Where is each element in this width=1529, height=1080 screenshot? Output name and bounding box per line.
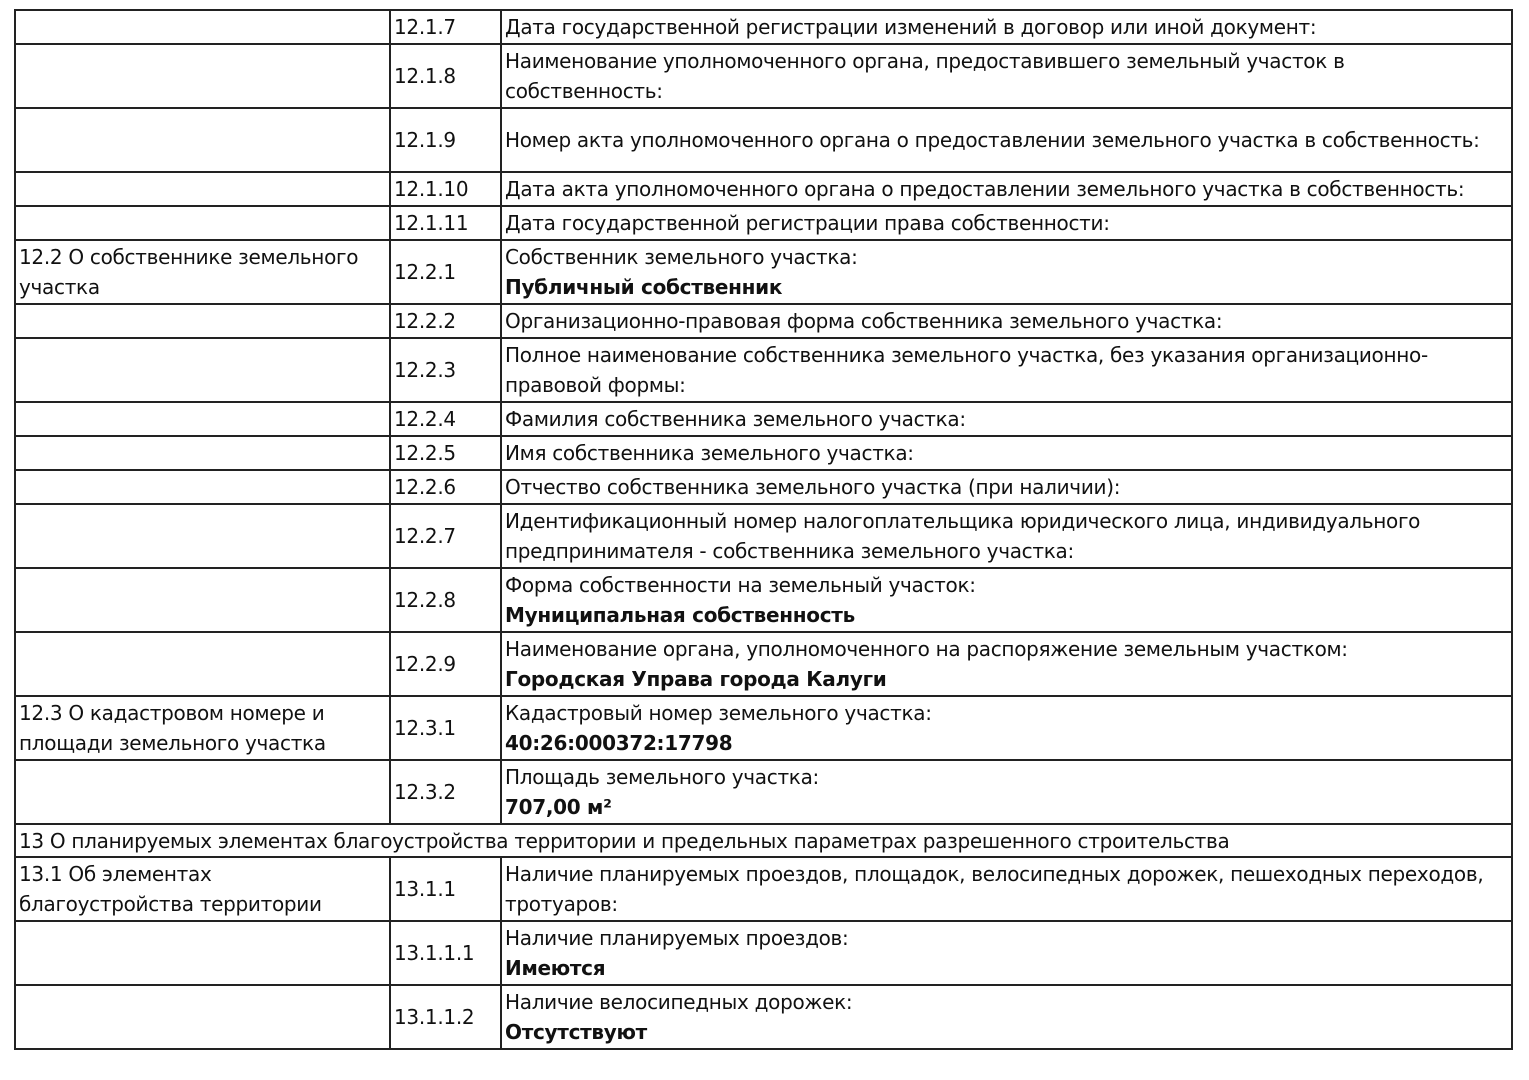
code-cell: 12.2.5: [390, 436, 501, 470]
table-row: [15, 206, 1512, 240]
table-row: [15, 338, 1512, 402]
table-row: [15, 696, 1512, 760]
field-cell: [501, 402, 1512, 436]
section-cell: [15, 10, 390, 44]
code-cell: 12.2.8: [390, 568, 501, 632]
field-label: Площадь земельного участка:: [505, 765, 819, 789]
field-label: Идентификационный номер налогоплательщика юридического лица, индивидуального предпринимателя - собственника земельного участка:: [505, 509, 1421, 563]
section-cell: [15, 632, 390, 696]
section-cell: [15, 985, 390, 1049]
field-label: Наименование уполномоченного органа, предоставившего земельный участок в собственность:: [505, 49, 1345, 103]
section-cell: [15, 172, 390, 206]
section-cell: [15, 921, 390, 985]
table-row: [15, 436, 1512, 470]
section-cell: [15, 470, 390, 504]
code-cell: 12.2.1: [390, 240, 501, 304]
code-cell: 13.1.1.2: [390, 985, 501, 1049]
field-value: Отсутствуют: [505, 1020, 647, 1044]
section-cell: [15, 760, 390, 824]
code-cell: 12.1.11: [390, 206, 501, 240]
field-cell: [501, 632, 1512, 696]
table-row: [15, 857, 1512, 921]
field-value: 40:26:000372:17798: [505, 731, 733, 755]
table-row: [15, 402, 1512, 436]
section-cell: [15, 402, 390, 436]
field-label: Кадастровый номер земельного участка:: [505, 701, 932, 725]
field-cell: [501, 436, 1512, 470]
field-label: Организационно-правовая форма собственника земельного участка:: [505, 309, 1223, 333]
table-row: [15, 108, 1512, 172]
code-cell: 12.2.6: [390, 470, 501, 504]
field-cell: [501, 108, 1512, 172]
field-label: Наименование органа, уполномоченного на распоряжение земельным участком:: [505, 637, 1348, 661]
table-row: [15, 921, 1512, 985]
field-cell: [501, 10, 1512, 44]
code-cell: 12.2.9: [390, 632, 501, 696]
section-cell: [15, 44, 390, 108]
section-cell: 13.1 Об элементах благоустройства территории: [15, 857, 390, 921]
field-label: Полное наименование собственника земельного участка, без указания организационно-правовой формы:: [505, 343, 1428, 397]
section-cell: [15, 436, 390, 470]
section-cell: [15, 568, 390, 632]
field-label: Собственник земельного участка:: [505, 245, 858, 269]
table-row: [15, 760, 1512, 824]
field-label: Наличие планируемых проездов:: [505, 926, 849, 950]
table-row: [15, 172, 1512, 206]
code-cell: 12.3.2: [390, 760, 501, 824]
field-value: Публичный собственник: [505, 275, 783, 299]
field-cell: [501, 470, 1512, 504]
section-cell: [15, 338, 390, 402]
field-cell: [501, 857, 1512, 921]
field-label: Имя собственника земельного участка:: [505, 441, 914, 465]
land-info-table: [14, 9, 1513, 1050]
table-row: [15, 44, 1512, 108]
code-cell: 12.1.7: [390, 10, 501, 44]
field-value: Городская Управа города Калуги: [505, 667, 887, 691]
table-row: [15, 985, 1512, 1049]
field-cell: [501, 338, 1512, 402]
code-cell: 12.1.10: [390, 172, 501, 206]
code-cell: 13.1.1: [390, 857, 501, 921]
field-cell: [501, 568, 1512, 632]
table-row: [15, 568, 1512, 632]
field-cell: [501, 240, 1512, 304]
section-cell: [15, 504, 390, 568]
field-cell: [501, 921, 1512, 985]
section-cell: [15, 108, 390, 172]
section-cell: [15, 206, 390, 240]
field-label: Отчество собственника земельного участка (при наличии):: [505, 475, 1121, 499]
code-cell: 12.2.7: [390, 504, 501, 568]
field-cell: [501, 985, 1512, 1049]
table-row: [15, 504, 1512, 568]
code-cell: 12.1.9: [390, 108, 501, 172]
field-label: Форма собственности на земельный участок:: [505, 573, 976, 597]
field-cell: [501, 304, 1512, 338]
code-cell: 12.2.2: [390, 304, 501, 338]
table-row: [15, 304, 1512, 338]
field-value: 707,00 м²: [505, 795, 612, 819]
table-row: [15, 824, 1512, 857]
section-cell: 12.2 О собственнике земельного участка: [15, 240, 390, 304]
table-row: [15, 632, 1512, 696]
code-cell: 13.1.1.1: [390, 921, 501, 985]
section-heading: 13 О планируемых элементах благоустройства территории и предельных параметрах разрешенного строительства: [15, 824, 1512, 857]
field-value: Имеются: [505, 956, 606, 980]
section-cell: [15, 304, 390, 338]
field-cell: [501, 696, 1512, 760]
field-label: Наличие велосипедных дорожек:: [505, 990, 853, 1014]
field-cell: [501, 760, 1512, 824]
code-cell: 12.2.3: [390, 338, 501, 402]
field-cell: [501, 172, 1512, 206]
table-row: [15, 240, 1512, 304]
field-cell: [501, 206, 1512, 240]
code-cell: 12.1.8: [390, 44, 501, 108]
field-label: Номер акта уполномоченного органа о предоставлении земельного участка в собственность:: [505, 128, 1480, 152]
field-cell: [501, 44, 1512, 108]
field-label: Дата государственной регистрации изменений в договор или иной документ:: [505, 15, 1317, 39]
field-label: Фамилия собственника земельного участка:: [505, 407, 966, 431]
field-value: Муниципальная собственность: [505, 603, 855, 627]
field-label: Наличие планируемых проездов, площадок, велосипедных дорожек, пешеходных переходов, тротуаров:: [505, 862, 1484, 916]
table-row: [15, 10, 1512, 44]
field-label: Дата акта уполномоченного органа о предоставлении земельного участка в собственность:: [505, 177, 1465, 201]
field-label: Дата государственной регистрации права собственности:: [505, 211, 1110, 235]
table-row: [15, 470, 1512, 504]
code-cell: 12.3.1: [390, 696, 501, 760]
code-cell: 12.2.4: [390, 402, 501, 436]
section-cell: 12.3 О кадастровом номере и площади земельного участка: [15, 696, 390, 760]
field-cell: [501, 504, 1512, 568]
